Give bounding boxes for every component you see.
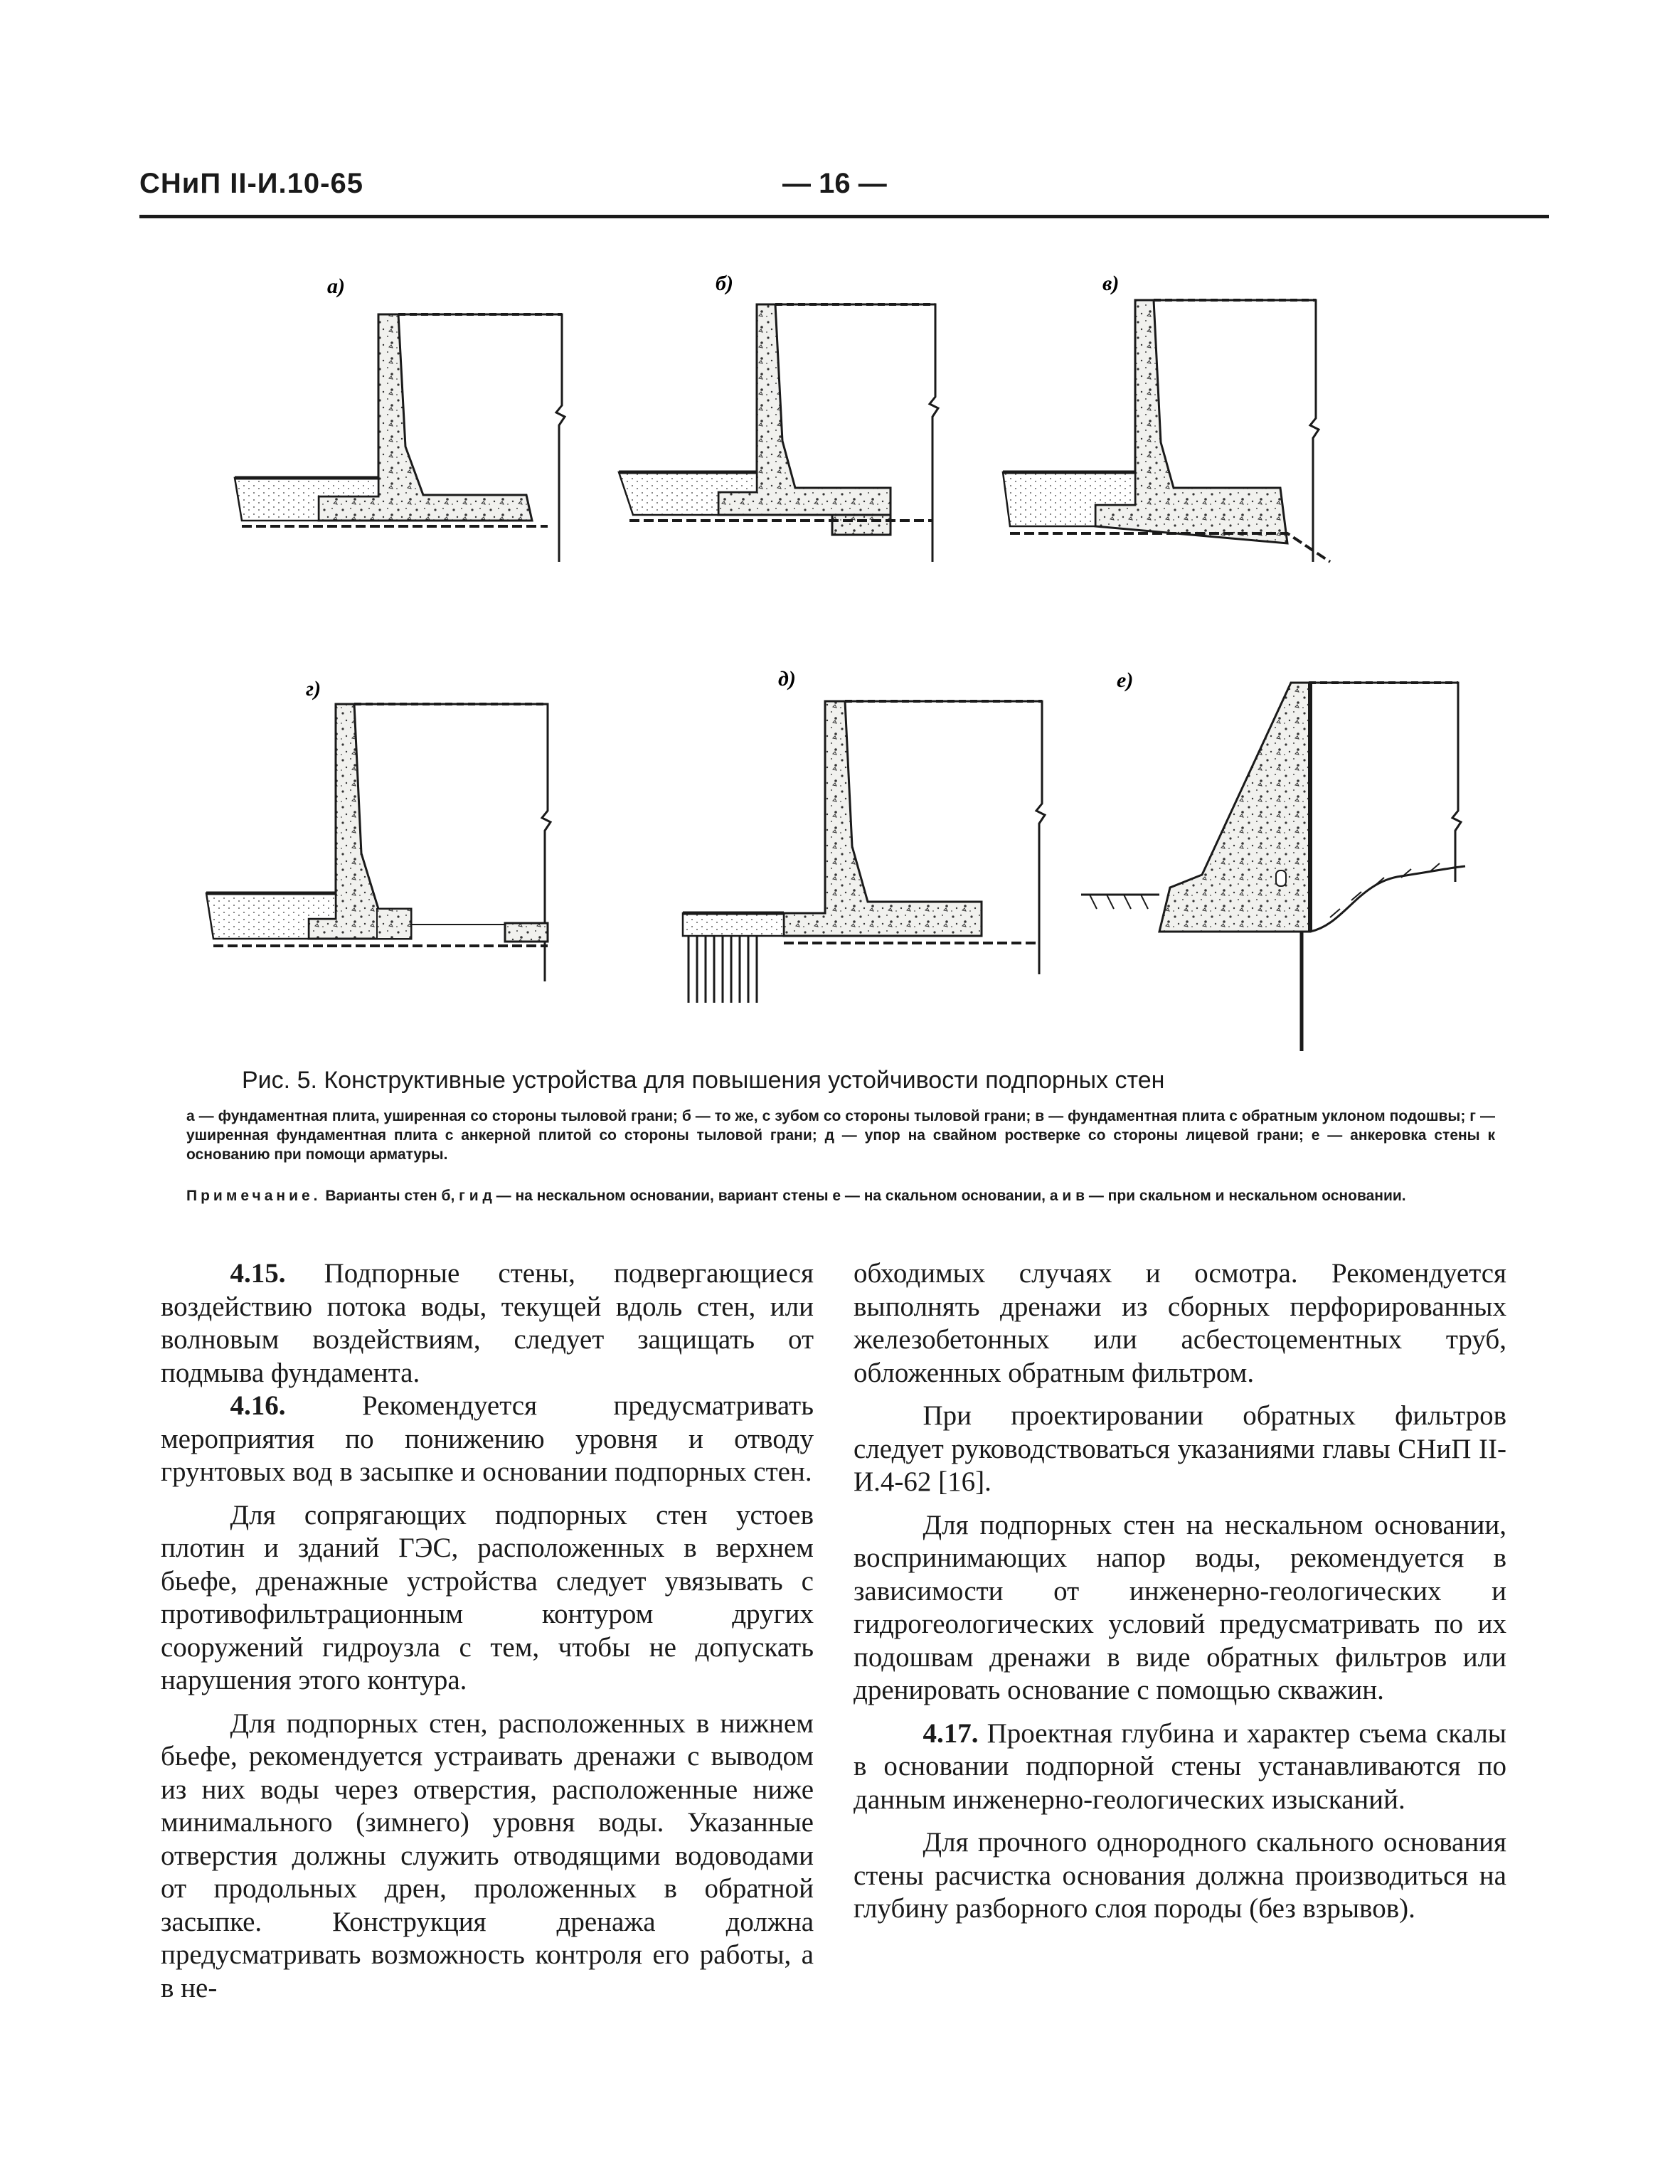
figure-note-text: Варианты стен б, г и д — на нескальном основании, вариант стены е — на скальном основании, а и в — при скальном и нескальном основании. — [325, 1188, 1406, 1204]
paragraph: Для подпорных стен на нескальном основании, воспринимающих напор воды, рекомендуется в зависимости от инженерно-геологических и гидрогеологических условий предусматривать по их подошвам дренажи в виде обратных фильтров или дренировать основание с помощью скважин. — [854, 1509, 1506, 1705]
left-column — [161, 1257, 814, 2005]
figure-caption: Рис. 5. Конструктивные устройства для повышения устойчивости подпорных стен — [242, 1067, 1165, 1094]
right-column — [854, 1257, 1506, 1926]
panel-a — [235, 275, 565, 562]
figure-5 — [192, 256, 1494, 1067]
panel-e — [1081, 668, 1465, 1051]
panel-d-letter: д) — [778, 667, 796, 691]
figure-note — [186, 1186, 1495, 1205]
paragraph: Для прочного однородного скального основания стены расчистка основания должна производиться на глубину разборного слоя породы (без взрывов). — [854, 1827, 1506, 1924]
paragraph-text: Подпорные стены, подвергающиеся воздействию потока воды, текущей вдоль стен, или волновым воздействиям, следует защищать от подмыва фундамента. — [161, 1258, 814, 1388]
figure-note-label: Примечание. — [186, 1188, 321, 1204]
panel-a-letter: а) — [327, 275, 345, 298]
paragraph-text: Рекомендуется предусматривать мероприятия по понижению уровня и отводу грунтовых вод в засыпке и основании подпорных стен. — [161, 1390, 814, 1487]
panel-g — [206, 677, 551, 981]
paragraph-text: Проектная глубина и характер съема скалы в основании подпорной стены устанавливаются по данным инженерно-геологических изысканий. — [854, 1717, 1506, 1815]
paragraph: обходимых случаях и осмотра. Рекомендуется выполнять дренажи из сборных перфорированных железобетонных или асбестоцементных труб, обложенных обратным фильтром. — [854, 1258, 1506, 1388]
panel-d — [683, 667, 1045, 1003]
figure-legend — [186, 1107, 1495, 1164]
panel-b-letter: б) — [716, 272, 733, 295]
section-number: 4.16. — [230, 1390, 286, 1421]
paragraph — [854, 1717, 1506, 1817]
header-rule — [139, 215, 1549, 218]
paragraph — [161, 1257, 814, 1390]
panel-v-letter: в) — [1102, 272, 1120, 295]
section-number: 4.17. — [923, 1717, 979, 1749]
paragraph — [161, 1390, 814, 1489]
panel-g-letter: г) — [306, 677, 321, 701]
paragraph: Для подпорных стен, расположенных в нижнем бьефе, рекомендуется устраивать дренажи с выводом из них воды через отверстия, расположенные ниже минимального (зимнего) уровня воды. Указанные отверстия должны служить отводящими водоводами от продольных дрен, проложенных в обратной засыпке. Конструкция дренажа должна предусматривать возможность контроля его работы, а в не- — [161, 1708, 814, 2003]
paragraph: Для сопрягающих подпорных стен устоев плотин и зданий ГЭС, расположенных в верхнем бьефе, дренажные устройства следует увязывать с противофильтрационным контуром других сооружений гидроузла с тем, чтобы не допускать нарушения этого контура. — [161, 1499, 814, 1695]
figure-legend-text: а — фундаментная плита, уширенная со стороны тыловой грани; б — то же, с зубом со стороны тыловой грани; в — фундаментная плита с обратным уклоном подошвы; г — уширенная фундаментная плита с анкерной плитой со стороны тыловой грани; д — упор на свайном ростверке со стороны лицевой грани; е — анкеровка стены к основанию при помощи арматуры. — [186, 1108, 1495, 1163]
page-number: — 16 — — [782, 168, 887, 199]
panel-b — [619, 272, 938, 562]
paragraph: При проектировании обратных фильтров следует руководствоваться указаниями главы СНиП II-И.4-62 [16]. — [854, 1400, 1506, 1497]
panel-v — [1003, 272, 1330, 562]
section-number: 4.15. — [230, 1258, 286, 1289]
document-code: СНиП II-И.10-65 — [139, 168, 363, 199]
panel-e-letter: е) — [1117, 668, 1134, 692]
